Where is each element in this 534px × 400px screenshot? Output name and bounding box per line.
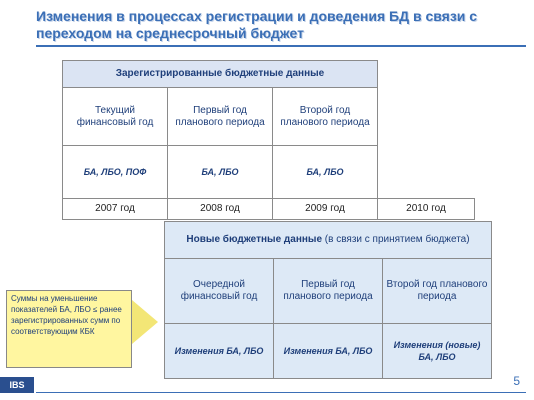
registered-col-first-plan-year: Первый год планового периода (168, 88, 273, 146)
new-table-header-bold: Новые бюджетные данные (186, 234, 323, 245)
footer-divider (36, 392, 526, 393)
new-value-next-year: Изменения БА, ЛБО (165, 324, 274, 379)
registered-data-table (62, 60, 475, 220)
new-col-first-plan-year: Первый год планового периода (274, 259, 383, 324)
year-2008: 2008 год (168, 199, 273, 220)
new-value-second-plan-year: Изменения (новые) БА, ЛБО (383, 324, 492, 379)
registered-col-current-year: Текущий финансовый год (63, 88, 168, 146)
new-table-header (165, 222, 492, 259)
new-col-second-plan-year: Второй год планового периода (383, 259, 492, 324)
slide-title: Изменения в процессах регистрации и доведения БД в связи с переходом на среднесрочный бюджет (36, 8, 478, 41)
new-value-first-plan-year: Изменения БА, ЛБО (274, 324, 383, 379)
new-col-next-year: Очередной финансовый год (165, 259, 274, 324)
year-2007: 2007 год (63, 199, 168, 220)
new-data-table (164, 221, 492, 379)
year-2010: 2010 год (378, 199, 475, 220)
ibs-logo: IBS (0, 377, 34, 393)
title-divider (36, 45, 526, 47)
page-number: 5 (513, 374, 520, 388)
year-2009: 2009 год (273, 199, 378, 220)
new-table-header-normal: (в связи с принятием бюджета) (322, 234, 470, 245)
callout-arrow (132, 300, 158, 344)
registered-value-current-year: БА, ЛБО, ПОФ (63, 146, 168, 199)
registered-value-second-plan-year: БА, ЛБО (273, 146, 378, 199)
registered-value-first-plan-year: БА, ЛБО (168, 146, 273, 199)
registered-table-header: Зарегистрированные бюджетные данные (63, 61, 378, 88)
registered-col-second-plan-year: Второй год планового периода (273, 88, 378, 146)
callout-note: Суммы на уменьшение показателей БА, ЛБО ≤ ранее зарегистрированных сумм по соответствующим КБК (6, 290, 132, 368)
